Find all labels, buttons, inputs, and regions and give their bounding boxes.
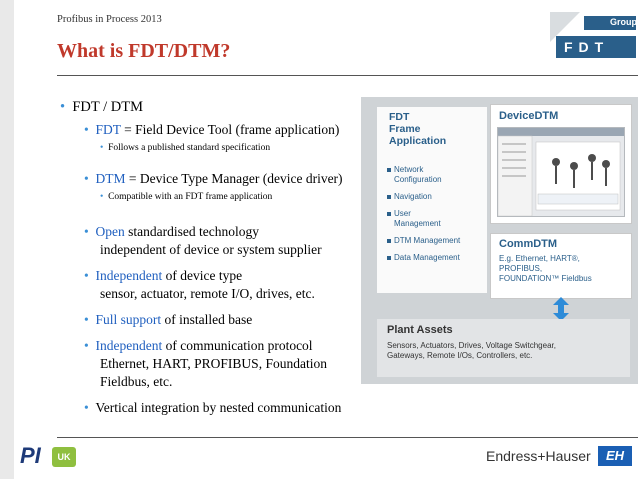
fdt-item-dtm-management: DTM Management (387, 236, 485, 246)
footer-divider (57, 437, 638, 438)
eh-logo-mark-text: EH (605, 448, 625, 463)
bullet-independent-protocol: • Independent of communication protocol Ethernet, HART, PROFIBUS, Foundation Fieldbus, etc. (84, 338, 327, 389)
endress-hauser-logo (486, 446, 636, 468)
pi-uk-logo (18, 441, 82, 473)
title-divider (57, 75, 638, 76)
plant-assets-panel (377, 319, 630, 377)
bullet-vertical-integration: • Vertical integration by nested communication (84, 400, 342, 415)
commdtm-line3: FOUNDATION™ Fieldbus (499, 274, 592, 283)
plant-assets-title: Plant Assets (387, 324, 453, 336)
fdt-dtm-diagram (361, 97, 638, 384)
devicedtm-title: DeviceDTM (499, 110, 559, 122)
commdtm-line2: PROFIBUS, (499, 264, 543, 273)
fdt-title-line2: Frame (389, 123, 421, 135)
fdt-title-line3: Application (389, 135, 447, 147)
bullet-fdt: • FDT = Field Device Tool (frame application) (84, 122, 340, 137)
eh-logo-text: Endress+Hauser (486, 448, 591, 464)
eh-logo-mark (598, 446, 632, 466)
fdt-group-logo (550, 12, 636, 64)
commdtm-title: CommDTM (499, 238, 558, 250)
fdt-item-user: User (387, 209, 485, 219)
bullet-fdt-dtm: • FDT / DTM (60, 99, 143, 115)
pi-logo-text: PI (20, 443, 41, 468)
fdt-item-network-2: Configuration (394, 175, 442, 184)
fdt-item-data-management: Data Management (387, 253, 485, 263)
plant-assets-line2: Gateways, Remote I/Os, Controllers, etc. (387, 351, 533, 360)
fdt-item-user-2: Management (394, 219, 441, 228)
pi-uk-badge (52, 447, 76, 467)
commdtm-line1: E.g. Ethernet, HART®, (499, 254, 580, 263)
fdt-frame-panel (377, 107, 487, 293)
fdt-group-label: Group (610, 17, 637, 27)
plant-assets-line1: Sensors, Actuators, Drives, Voltage Switchgear, (387, 341, 556, 350)
left-edge-bar (0, 0, 14, 479)
devicedtm-panel (490, 104, 632, 224)
fdt-item-network: Network (387, 165, 485, 175)
sub-bullet-dtm: • Compatible with an FDT frame application (100, 192, 273, 202)
fdt-logo-text: FDT (564, 39, 610, 55)
sub-bullet-fdt: • Follows a published standard specification (100, 143, 271, 153)
pi-uk-badge-text: UK (57, 452, 71, 462)
fdt-title-line1: FDT (389, 111, 410, 123)
bullet-dtm: • DTM = Device Type Manager (device driver) (84, 171, 343, 186)
page-title: What is FDT/DTM? (57, 40, 231, 62)
header-note: Profibus in Process 2013 (57, 14, 162, 25)
bullet-open: • Open standardised technology independent of device or system supplier (84, 224, 322, 257)
double-arrow-icon (551, 297, 571, 321)
commdtm-panel (490, 233, 632, 299)
devicedtm-screenshot (497, 127, 625, 217)
bullet-full-support: • Full support of installed base (84, 312, 253, 327)
fdt-item-navigation: Navigation (387, 192, 485, 202)
bullet-independent-device: • Independent of device type sensor, actuator, remote I/O, drives, etc. (84, 268, 315, 301)
